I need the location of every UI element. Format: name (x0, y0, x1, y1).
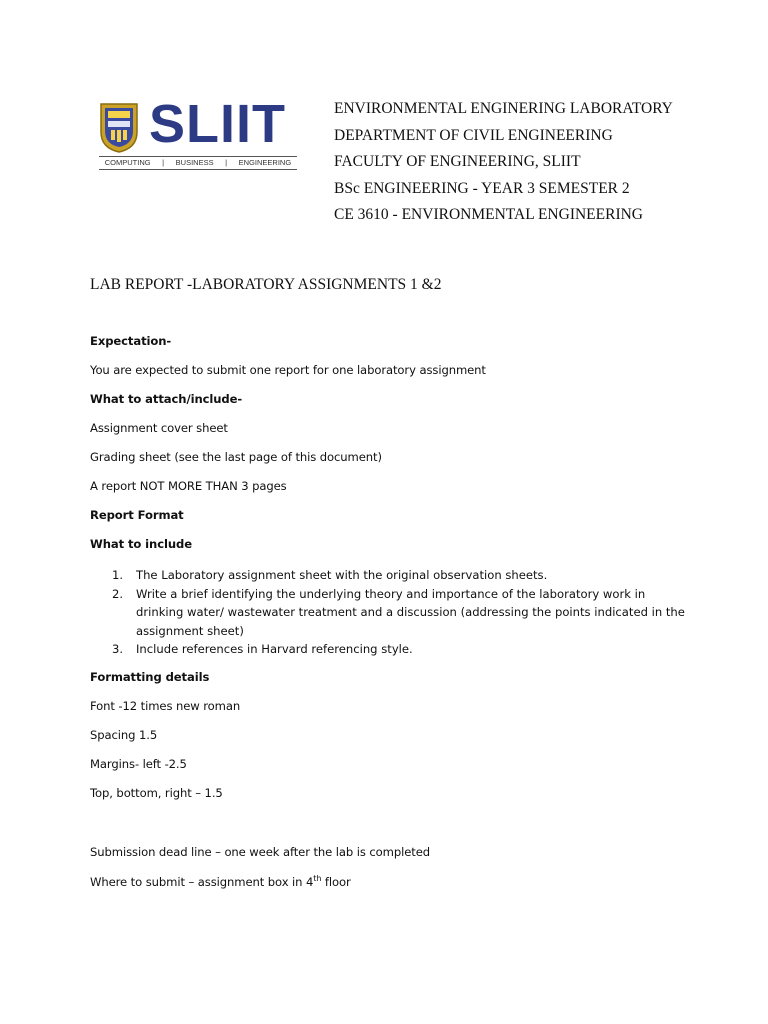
document-header (334, 96, 673, 229)
sliit-logo (97, 94, 299, 172)
include-list (90, 566, 690, 659)
attach-item-cover-sheet: Assignment cover sheet (90, 421, 228, 435)
formatting-heading: Formatting details (90, 670, 210, 684)
list-item (90, 640, 690, 659)
formatting-margins-other: Top, bottom, right – 1.5 (90, 786, 223, 800)
header-program: BSc ENGINEERING - YEAR 3 SEMESTER 2 (334, 179, 630, 197)
header-laboratory: ENVIRONMENTAL ENGINERING LABORATORY (334, 100, 673, 117)
ordinal-suffix: th (313, 874, 322, 883)
tagline-separator: | (225, 158, 228, 167)
attach-item-page-limit: A report NOT MORE THAN 3 pages (90, 479, 287, 493)
tagline-separator: | (162, 158, 165, 167)
list-item-text: The Laboratory assignment sheet with the original observation sheets. (136, 568, 548, 582)
logo-rule-top (99, 156, 297, 157)
header-course: CE 3610 - ENVIRONMENTAL ENGINEERING (334, 206, 644, 224)
expectation-heading: Expectation- (90, 334, 172, 348)
list-number: 1. (112, 568, 124, 582)
logo-rule-bottom (99, 169, 297, 170)
list-item-text: Write a brief identifying the underlying theory and importance of the laboratory work in (136, 586, 646, 601)
tagline-engineering: ENGINEERING (238, 158, 292, 167)
list-item (90, 566, 690, 585)
submission-deadline: Submission dead line – one week after the lab is completed (90, 845, 431, 859)
list-item-text: assignment sheet) (136, 623, 244, 638)
report-title: LAB REPORT -LABORATORY ASSIGNMENTS 1 &2 (90, 276, 442, 293)
logo-wordmark: SLIIT (149, 94, 286, 154)
list-number: 3. (112, 642, 124, 657)
expectation-text: You are expected to submit one report for one laboratory assignment (90, 363, 486, 377)
list-item-text: drinking water/ wastewater treatment and a discussion (addressing the points indicated in the (136, 605, 685, 620)
attach-heading: What to attach/include- (90, 392, 243, 406)
tagline-computing: COMPUTING (104, 158, 151, 167)
submission-location (90, 874, 351, 889)
what-to-include-heading: What to include (90, 537, 192, 551)
logo-tagline (99, 158, 297, 167)
sliit-crest-icon (99, 102, 139, 154)
header-department: DEPARTMENT OF CIVIL ENGINEERING (334, 126, 613, 144)
list-number: 2. (112, 586, 124, 601)
formatting-font: Font -12 times new roman (90, 699, 241, 713)
attach-item-grading-sheet: Grading sheet (see the last page of this document) (90, 450, 382, 464)
tagline-business: BUSINESS (175, 158, 214, 167)
formatting-margin-left: Margins- left -2.5 (90, 757, 187, 771)
submission-location-floor: floor (321, 874, 351, 889)
list-item (90, 585, 690, 641)
header-faculty: FACULTY OF ENGINEERING, SLIIT (334, 153, 581, 171)
submission-location-text: Where to submit – assignment box in 4 (90, 874, 314, 889)
report-format-heading: Report Format (90, 508, 184, 522)
formatting-spacing: Spacing 1.5 (90, 728, 158, 742)
list-item-text: Include references in Harvard referencing style. (136, 642, 413, 657)
